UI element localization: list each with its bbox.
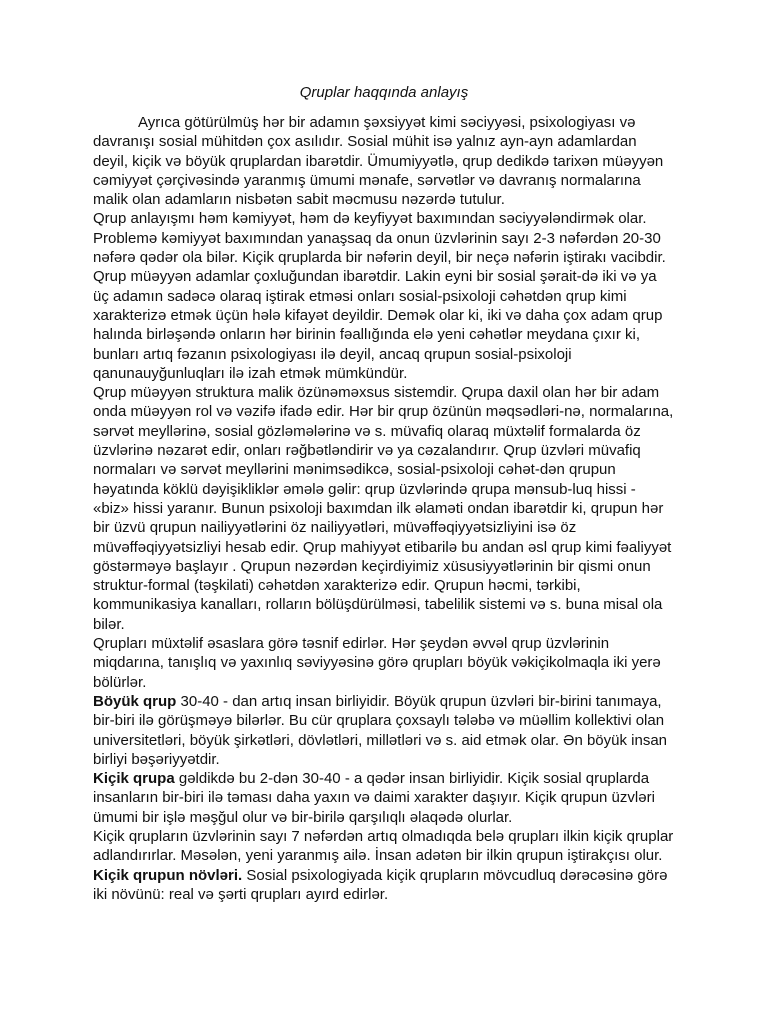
paragraph-text: 30-40 - dan artıq insan birliyidir. Böyük qrupun üzvləri bir-birini tanımaya, bir-biri ilə görüşməyə bilərlər. Bu cür qruplara çoxsaylı tələbə və müəllim kollektivi olan universitetləri, böyük şirkətləri, dövlətləri, millətləri və s. aid etmək olar. Ən böyük insan birliyi bəşəriyyətdir. <box>93 692 668 768</box>
paragraph-structure <box>93 383 675 634</box>
paragraph-classification <box>93 634 675 692</box>
paragraph-text: Ayrıca götürülmüş hər bir adamın şəxsiyyət kimi səciyyəsi, psixologiyası və davranışı sosial mühitdən çox asılıdır. Sosial mühit isə yalnız ayn-ayn adamlardan deyil, kiçik və böyük qruplardan ibarətdir. Ümumiyyətlə, qrup dedikdə tarixən müəyyən cəmiyyət çərçivəsində yaranmış ümumi mənafe, sərvətlər və davranış normalarına malik olan adamların nisbətən sabit məcmusu nəzərdə tutulur. <box>93 114 664 209</box>
term-small-group-types: Kiçik qrupun növləri. <box>93 866 243 884</box>
paragraph-text: Kiçik qrupların üzvlərinin sayı 7 nəfərdən artıq olmadıqda belə qrupları ilkin kiçik qruplar adlandırırlar. Məsələn, yeni yaranmış ailə. İnsan adətən bir ilkin qrupun iştirakçısı olur. <box>93 827 674 865</box>
paragraph-text: gəldikdə bu 2-dən 30-40 - a qədər insan birliyidir. Kiçik sosial qruplarda insanların bir-biri ilə təması daha yaxın və daimi xarakter daşıyır. Kiçik qrupun üzvləri ümumi bir işlə məşğul olur və bir-birilə qarşılıqlı əlaqədə olurlar. <box>93 770 655 826</box>
paragraph-text: Qrupları müxtəlif əsaslara görə təsnif edirlər. Hər şeydən əvvəl qrup üzvlərinin miqdarına, tanışlıq və yaxınlıq səviyyəsinə görə qrupları böyük vəkiçikolmaqla iki yerə bölürlər. <box>93 635 661 691</box>
paragraph-primary-group <box>93 827 675 866</box>
paragraph-text: Qrup anlayışmı həm kəmiyyət, həm də keyfiyyət baxımından səciyyələndirmək olar. Problemə kəmiyyət baxımından yanaşsaq da onun üzvlərinin sayı 2-3 nəfərdən 20-30 nəfərə qədər ola bilər. Kiçik qruplarda bir nəfərin deyil, bir neçə nəfərin iştirakı vacibdir. Qrup müəyyən adamlar çoxluğundan ibarətdir. Lakin eyni bir sosial şərait-də iki və ya üç adamın sadəcə olaraq iştirak etməsi onları sosial-psixoloji cəhətdən qrup kimi xarakterizə etmək üçün hələ kifayət deyildir. Demək olar ki, iki və daha çox adam qrup halında birləşəndə onların hər birinin fəallığında elə yeni cəhətlər meydana çıxır ki, bunları artıq fəzanın psixologiyası ilə deyil, ancaq qrupun sosial-psixoloji qanunauyğunluqları ilə izah etmək mümkündür. <box>93 210 666 382</box>
paragraph-small-group-types <box>93 866 675 905</box>
paragraph-large-group <box>93 692 675 769</box>
paragraph-intro <box>93 113 675 209</box>
paragraph-text: Qrup müəyyən struktura malik özünəməxsus sistemdir. Qrupa daxil olan hər bir adam onda müəyyən rol və vəzifə ifadə edir. Hər bir qrup özünün məqsədləri-nə, normalarına, sərvət meyllərinə, sosial gözləmələrinə və s. müvafiq olaraq müxtəlif formalarda öz üzvlərinə nəzarət edir, onları rəğbətləndirir və ya cəzalandırır. Qrup üzvləri müvafiq normaları və sərvət meyllərini mənimsədikcə, sosial-psixoloji cəhət-dən qrupun həyatında köklü dəyişikliklər əmələ gəlir: qrup üzvlərində qrupa mənsub-luq hissi - «biz» hissi yaranır. Bunun psixoloji baxımdan ilk əlaməti ondan ibarətdir ki, qrupun hər bir üzvü qrupun nailiyyətlərini öz nailiyyətləri, müvəffəqiyyətsizliyini isə öz müvəffəqiyyətsizliyi hesab edir. Qrup mahiyyət etibarilə bu andan əsl qrup kimi fəaliyyət göstərməyə başlayır . Qrupun nəzərdən keçirdiyimiz xüsusiyyətlərinin bir qismi onun struktur-formal (təşkilati) cəhətdən xarakterizə edir. Qrupun həcmi, tərkibi, kommunikasiya kanalları, rolların bölüşdürülməsi, tabelilik sistemi və s. buna misal ola bilər. <box>93 384 674 633</box>
paragraph-quantity-quality <box>93 209 675 383</box>
document-page <box>93 83 675 904</box>
paragraph-text: Sosial psixologiyada kiçik qrupların mövcudluq dərəcəsinə görə iki növünü: real və şərti qrupları ayırd edirlər. <box>93 866 668 903</box>
term-small-group: Kiçik qrupa <box>93 770 175 788</box>
term-large-group: Böyük qrup <box>93 692 177 710</box>
document-title: Qruplar haqqında anlayış <box>299 84 469 101</box>
document-body <box>93 113 675 904</box>
paragraph-small-group <box>93 769 675 827</box>
